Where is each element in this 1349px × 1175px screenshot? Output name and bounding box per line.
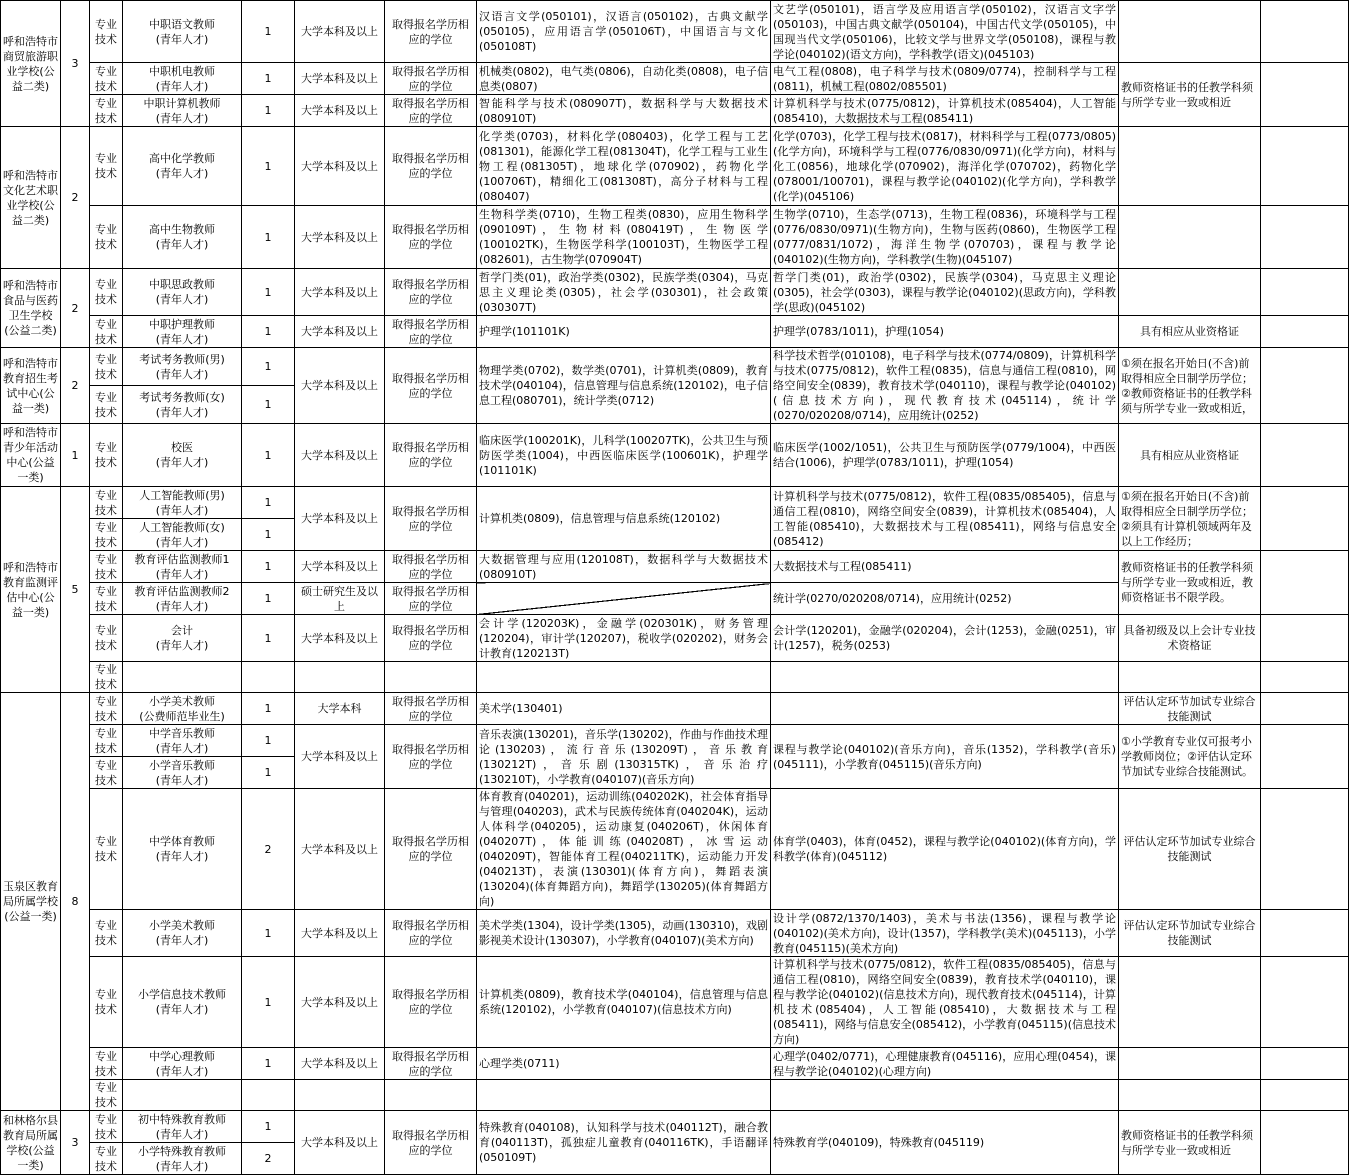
remarks-cell — [1261, 63, 1349, 127]
hiring-count: 1 — [242, 424, 295, 487]
hiring-count — [242, 1080, 295, 1111]
hiring-count: 1 — [242, 1, 295, 63]
degree-requirement: 取得报名学历相应的学位 — [385, 424, 477, 487]
position-title: 校医 — [171, 441, 193, 454]
other-requirements — [1119, 1048, 1261, 1080]
undergrad-majors: 计算机类(0809)，信息管理与信息系统(120102) — [477, 487, 771, 551]
position-name — [123, 1080, 242, 1111]
education-level: 大学本科及以上 — [295, 725, 385, 789]
unit-total-count: 8 — [61, 693, 90, 1111]
position-title: 教育评估监测教师1 — [134, 552, 230, 566]
position-name — [123, 551, 242, 583]
graduate-majors: 生物学(0710)，生态学(0713)，生物工程(0836)，环境科学与工程(0776/0830/0971)(生物方向)，生物与医药(0860)，生物医学工程(0777/0831/1072)，海洋生物学(070703)，课程与教学论(040102)(生物方向)，学科教学(生物)(045107) — [771, 206, 1119, 269]
undergrad-majors: 生物科学类(0710)，生物工程类(0830)，应用生物科学(090109T)，生物材料(080419T)，生物医学(100102TK)，生物医学科学(100103T)，生物医学工程(082601)，古生物学(070904T) — [477, 206, 771, 269]
position-title: 小学信息技术教师 — [138, 988, 226, 1001]
undergrad-majors: 物理学类(0702)，数学类(0701)，计算机类(0809)，教育技术学(040104)，信息管理与信息系统(120102)，电子信息工程(080701)，统计学类(0712) — [477, 348, 771, 424]
post-category: 专业技术 — [90, 269, 123, 316]
employer-unit: 呼和浩特市教育监测评估中心(公益一类) — [1, 487, 61, 693]
hiring-count: 1 — [242, 269, 295, 316]
hiring-count: 2 — [242, 789, 295, 910]
employer-unit: 呼和浩特市商贸旅游职业学校(公益二类) — [1, 1, 61, 127]
graduate-majors: 电气工程(0808)，电子科学与技术(0809/0774)，控制科学与工程(0811)，机械工程(0802/085501) — [771, 63, 1119, 95]
other-requirements: 评估认定环节加试专业综合技能测试 — [1119, 910, 1261, 957]
undergrad-majors: 音乐表演(130201)，音乐学(130202)，作曲与作曲技术理论(130203)，流行音乐(130209T)，音乐教育(130212T)，音乐剧(130315TK)，音乐治疗(130210T)，小学教育(040107)(音乐方向) — [477, 725, 771, 789]
table-row — [1, 1048, 1349, 1080]
remarks-cell — [1261, 487, 1349, 551]
position-name — [123, 63, 242, 95]
remarks-cell — [1261, 316, 1349, 348]
undergrad-majors: 大数据管理与应用(120108T)，数据科学与大数据技术(080910T) — [477, 551, 771, 583]
position-name — [123, 386, 242, 424]
position-title: 考试考务教师(男) — [139, 352, 225, 366]
degree-requirement: 取得报名学历相应的学位 — [385, 206, 477, 269]
position-title: 中职机电教师 — [149, 64, 215, 78]
remarks-cell — [1261, 693, 1349, 725]
degree-requirement — [385, 1080, 477, 1111]
graduate-majors: 心理学(0402/0771)，心理健康教育(045116)，应用心理(0454)，课程与教学论(040102)(心理方向) — [771, 1048, 1119, 1080]
post-category: 专业技术 — [90, 693, 123, 725]
education-level: 大学本科及以上 — [295, 789, 385, 910]
graduate-majors: 统计学(0270/020208/0714)，应用统计(0252) — [771, 583, 1119, 615]
education-level: 大学本科及以上 — [295, 127, 385, 206]
undergrad-majors — [477, 583, 771, 615]
position-name — [123, 127, 242, 206]
graduate-majors: 化学(0703)，化学工程与技术(0817)，材料科学与工程(0773/0805)(化学方向)，环境科学与工程(0776/0830/0971)(化学方向)，材料与化工(0856)，地球化学(070902)，海洋化学(070702)，药物化学(078001/100701)，课程与教学论(040102)(化学方向)，学科教学(化学)(045106) — [771, 127, 1119, 206]
degree-requirement: 取得报名学历相应的学位 — [385, 910, 477, 957]
position-subtitle: (青年人才) — [155, 32, 209, 46]
other-requirements: 教师资格证书的任教学科须与所学专业一致或相近 — [1119, 1111, 1261, 1175]
position-subtitle: (青年人才) — [155, 167, 209, 180]
position-name — [123, 910, 242, 957]
position-subtitle: (青年人才) — [155, 1159, 209, 1173]
table-row — [1, 1080, 1349, 1111]
position-subtitle: (青年人才) — [155, 456, 209, 469]
degree-requirement: 取得报名学历相应的学位 — [385, 63, 477, 95]
graduate-majors — [771, 693, 1119, 725]
graduate-majors: 护理学(0783/1011)，护理(1054) — [771, 316, 1119, 348]
undergrad-majors: 美术学(130401) — [477, 693, 771, 725]
remarks-cell — [1261, 957, 1349, 1048]
position-name — [123, 348, 242, 386]
other-requirements — [1119, 1080, 1261, 1111]
position-subtitle: (青年人才) — [155, 367, 209, 381]
education-level: 大学本科及以上 — [295, 63, 385, 95]
undergrad-majors — [477, 662, 771, 693]
unit-total-count: 3 — [61, 1, 90, 127]
post-category: 专业技术 — [90, 662, 123, 693]
hiring-count: 1 — [242, 348, 295, 386]
undergrad-majors: 计算机类(0809)，教育技术学(040104)，信息管理与信息系统(120102)，小学教育(040107)(信息技术方向) — [477, 957, 771, 1048]
post-category: 专业技术 — [90, 1048, 123, 1080]
unit-total-count: 3 — [61, 1111, 90, 1175]
position-subtitle: (青年人才) — [155, 773, 209, 787]
unit-total-count: 2 — [61, 269, 90, 348]
graduate-majors: 临床医学(1002/1051)，公共卫生与预防医学(0779/1004)，中西医结合(1006)，护理学(0783/1011)，护理(1054) — [771, 424, 1119, 487]
remarks-cell — [1261, 1080, 1349, 1111]
position-subtitle: (青年人才) — [155, 79, 209, 93]
remarks-cell — [1261, 206, 1349, 269]
position-name — [123, 316, 242, 348]
hiring-count: 1 — [242, 615, 295, 662]
education-level: 大学本科及以上 — [295, 1111, 385, 1175]
position-subtitle: (青年人才) — [155, 1003, 209, 1016]
table-row — [1, 316, 1349, 348]
other-requirements — [1119, 127, 1261, 206]
position-title: 小学美术教师 — [149, 694, 215, 708]
education-level: 大学本科及以上 — [295, 1048, 385, 1080]
degree-requirement: 取得报名学历相应的学位 — [385, 957, 477, 1048]
remarks-cell — [1261, 1, 1349, 63]
unit-total-count: 2 — [61, 348, 90, 424]
position-name — [123, 95, 242, 127]
other-requirements: 教师资格证书的任教学科须与所学专业一致或相近 — [1119, 63, 1261, 127]
graduate-majors: 设计学(0872/1370/1403)，美术与书法(1356)，课程与教学论(040102)(美术方向)，设计(1357)，学科教学(美术)(045113)，小学教育(045115)(美术方向) — [771, 910, 1119, 957]
position-title: 小学特殊教育教师 — [138, 1144, 226, 1158]
unit-total-count: 1 — [61, 424, 90, 487]
position-name — [123, 206, 242, 269]
position-title: 会计 — [171, 624, 193, 637]
degree-requirement: 取得报名学历相应的学位 — [385, 725, 477, 789]
remarks-cell — [1261, 662, 1349, 693]
position-title: 中学音乐教师 — [149, 726, 215, 740]
employer-unit: 呼和浩特市青少年活动中心(公益一类) — [1, 424, 61, 487]
other-requirements: 具有相应从业资格证 — [1119, 424, 1261, 487]
post-category: 专业技术 — [90, 583, 123, 615]
degree-requirement: 取得报名学历相应的学位 — [385, 127, 477, 206]
education-level: 大学本科及以上 — [295, 316, 385, 348]
position-name — [123, 1111, 242, 1143]
position-name — [123, 957, 242, 1048]
post-category: 专业技术 — [90, 789, 123, 910]
post-category: 专业技术 — [90, 1, 123, 63]
undergrad-majors: 特殊教育(040108)，认知科学与技术(040112T)，融合教育(040113T)，孤独症儿童教育(040116TK)，手语翻译(050109T) — [477, 1111, 771, 1175]
remarks-cell — [1261, 910, 1349, 957]
position-subtitle: (青年人才) — [155, 535, 209, 549]
graduate-majors: 哲学门类(01)，政治学(0302)，民族学(0304)，马克思主义理论(0305)，社会学(0303)，课程与教学论(040102)(思政方向)，学科教学(思政)(045102) — [771, 269, 1119, 316]
hiring-count: 1 — [242, 957, 295, 1048]
position-title: 中职语文教师 — [149, 17, 215, 31]
other-requirements: 评估认定环节加试专业综合技能测试 — [1119, 789, 1261, 910]
graduate-majors: 会计学(120201)，金融学(020204)，会计(1253)，金融(0251)，审计(1257)，税务(0253) — [771, 615, 1119, 662]
position-title: 人工智能教师(女) — [139, 520, 225, 534]
position-subtitle: (青年人才) — [155, 332, 209, 346]
position-name — [123, 424, 242, 487]
other-requirements — [1119, 957, 1261, 1048]
education-level: 大学本科及以上 — [295, 206, 385, 269]
hiring-count: 1 — [242, 757, 295, 789]
remarks-cell — [1261, 789, 1349, 910]
position-subtitle: (青年人才) — [155, 503, 209, 517]
hiring-count: 1 — [242, 583, 295, 615]
table-row — [1, 1111, 1349, 1143]
undergrad-majors: 会计学(120203K)，金融学(020301K)，财务管理(120204)，审计学(120207)，税收学(020202)，财务会计教育(120213T) — [477, 615, 771, 662]
education-level — [295, 1080, 385, 1111]
position-title: 人工智能教师(男) — [139, 488, 225, 502]
post-category: 专业技术 — [90, 1080, 123, 1111]
graduate-majors — [771, 1080, 1119, 1111]
other-requirements: ①须在报名开始日(不含)前取得相应全日制学历学位；②须具有计算机领域两年及以上工作经历； — [1119, 487, 1261, 551]
other-requirements: ①须在报名开始日(不含)前取得相应全日制学历学位；②教师资格证书的任教学科须与所学专业一致或相近， — [1119, 348, 1261, 424]
remarks-cell — [1261, 1048, 1349, 1080]
table-row — [1, 487, 1349, 519]
hiring-count: 1 — [242, 1111, 295, 1143]
degree-requirement — [385, 662, 477, 693]
post-category: 专业技术 — [90, 348, 123, 386]
remarks-cell — [1261, 269, 1349, 316]
education-level: 硕士研究生及以上 — [295, 583, 385, 615]
remarks-cell — [1261, 551, 1349, 615]
post-category: 专业技术 — [90, 206, 123, 269]
position-subtitle: (青年人才) — [155, 741, 209, 755]
undergrad-majors: 美术学类(1304)，设计学类(1305)，动画(130310)，戏剧影视美术设计(130307)，小学教育(040107)(美术方向) — [477, 910, 771, 957]
remarks-cell — [1261, 348, 1349, 424]
position-subtitle: (青年人才) — [155, 850, 209, 863]
other-requirements — [1119, 1, 1261, 63]
education-level — [295, 662, 385, 693]
education-level: 大学本科及以上 — [295, 551, 385, 583]
undergrad-majors: 智能科学与技术(080907T)，数据科学与大数据技术(080910T) — [477, 95, 771, 127]
undergrad-majors: 哲学门类(01)，政治学类(0302)，民族学类(0304)，马克思主义理论类(0305)，社会学(030301)，社会政策(030307T) — [477, 269, 771, 316]
post-category: 专业技术 — [90, 95, 123, 127]
remarks-cell — [1261, 424, 1349, 487]
position-subtitle: (青年人才) — [155, 293, 209, 306]
position-subtitle: (青年人才) — [155, 111, 209, 125]
undergrad-majors: 心理学类(0711) — [477, 1048, 771, 1080]
position-name — [123, 725, 242, 757]
education-level: 大学本科及以上 — [295, 424, 385, 487]
table-row — [1, 348, 1349, 386]
table-row — [1, 789, 1349, 910]
degree-requirement: 取得报名学历相应的学位 — [385, 1, 477, 63]
post-category: 专业技术 — [90, 424, 123, 487]
education-level: 大学本科及以上 — [295, 487, 385, 551]
position-subtitle: (青年人才) — [155, 405, 209, 419]
post-category: 专业技术 — [90, 1111, 123, 1143]
undergrad-majors: 机械类(0802)，电气类(0806)，自动化类(0808)，电子信息类(0807) — [477, 63, 771, 95]
position-subtitle: (青年人才) — [155, 238, 209, 251]
remarks-cell — [1261, 127, 1349, 206]
other-requirements: 具备初级及以上会计专业技术资格证 — [1119, 615, 1261, 662]
position-name — [123, 789, 242, 910]
position-title: 高中化学教师 — [149, 152, 215, 165]
degree-requirement: 取得报名学历相应的学位 — [385, 615, 477, 662]
hiring-count: 1 — [242, 316, 295, 348]
graduate-majors: 体育学(0403)，体育(0452)，课程与教学论(040102)(体育方向)，学科教学(体育)(045112) — [771, 789, 1119, 910]
hiring-count — [242, 662, 295, 693]
education-level: 大学本科及以上 — [295, 957, 385, 1048]
employer-unit: 呼和浩特市教育招生考试中心(公益一类) — [1, 348, 61, 424]
position-name — [123, 1048, 242, 1080]
degree-requirement: 取得报名学历相应的学位 — [385, 693, 477, 725]
hiring-count: 2 — [242, 1143, 295, 1175]
hiring-count: 1 — [242, 1048, 295, 1080]
education-level: 大学本科 — [295, 693, 385, 725]
degree-requirement: 取得报名学历相应的学位 — [385, 1111, 477, 1175]
position-name — [123, 1, 242, 63]
position-name — [123, 615, 242, 662]
position-name — [123, 269, 242, 316]
hiring-count: 1 — [242, 519, 295, 551]
education-level: 大学本科及以上 — [295, 615, 385, 662]
post-category: 专业技术 — [90, 519, 123, 551]
hiring-count: 1 — [242, 910, 295, 957]
degree-requirement: 取得报名学历相应的学位 — [385, 269, 477, 316]
position-subtitle: (青年人才) — [155, 599, 209, 613]
education-level: 大学本科及以上 — [295, 348, 385, 424]
graduate-majors: 文艺学(050101)，语言学及应用语言学(050102)，汉语言文字学(050103)，中国古典文献学(050104)，中国古代文学(050105)，中国现当代文学(050106)，比较文学与世界文学(050108)，课程与教学论(040102)(语文方向)，学科教学(语文)(045103) — [771, 1, 1119, 63]
post-category: 专业技术 — [90, 487, 123, 519]
position-subtitle: (青年人才) — [155, 1064, 209, 1078]
remarks-cell — [1261, 615, 1349, 662]
hiring-count: 1 — [242, 386, 295, 424]
other-requirements: 评估认定环节加试专业综合技能测试 — [1119, 693, 1261, 725]
employer-unit: 呼和浩特市食品与医药卫生学校(公益二类) — [1, 269, 61, 348]
position-name — [123, 519, 242, 551]
remarks-cell — [1261, 725, 1349, 789]
position-subtitle: (青年人才) — [155, 934, 209, 947]
unit-total-count: 5 — [61, 487, 90, 693]
employer-unit: 呼和浩特市文化艺术职业学校(公益二类) — [1, 127, 61, 269]
table-row — [1, 206, 1349, 269]
education-level: 大学本科及以上 — [295, 95, 385, 127]
position-title: 小学美术教师 — [149, 919, 215, 932]
position-name — [123, 583, 242, 615]
position-subtitle: (青年人才) — [155, 639, 209, 652]
position-name — [123, 1143, 242, 1175]
hiring-count: 1 — [242, 551, 295, 583]
post-category: 专业技术 — [90, 725, 123, 757]
position-title: 中学体育教师 — [149, 835, 215, 848]
table-row — [1, 957, 1349, 1048]
post-category: 专业技术 — [90, 757, 123, 789]
other-requirements: ①小学教育专业仅可报考小学教师岗位；②评估认定环节加试专业综合技能测试。 — [1119, 725, 1261, 789]
undergrad-majors: 化学类(0703)，材料化学(080403)，化学工程与工艺(081301)，能源化学工程(081304T)，化学工程与工业生物工程(081305T)，地球化学(070902)，药物化学(100706T)，精细化工(081308T)，高分子材料与工程(080407) — [477, 127, 771, 206]
position-title: 中学心理教师 — [149, 1049, 215, 1063]
unit-total-count: 2 — [61, 127, 90, 269]
table-row — [1, 693, 1349, 725]
degree-requirement: 取得报名学历相应的学位 — [385, 487, 477, 551]
table-row — [1, 63, 1349, 95]
position-title: 初中特殊教育教师 — [138, 1112, 226, 1126]
position-title: 小学音乐教师 — [149, 758, 215, 772]
position-name — [123, 662, 242, 693]
hiring-count: 1 — [242, 487, 295, 519]
degree-requirement: 取得报名学历相应的学位 — [385, 348, 477, 424]
table-row — [1, 662, 1349, 693]
education-level: 大学本科及以上 — [295, 269, 385, 316]
post-category: 专业技术 — [90, 910, 123, 957]
position-name — [123, 487, 242, 519]
post-category: 专业技术 — [90, 551, 123, 583]
table-row — [1, 127, 1349, 206]
hiring-count: 1 — [242, 206, 295, 269]
position-name — [123, 693, 242, 725]
hiring-count: 1 — [242, 693, 295, 725]
graduate-majors: 特殊教育学(040109)，特殊教育(045119) — [771, 1111, 1119, 1175]
degree-requirement: 取得报名学历相应的学位 — [385, 551, 477, 583]
table-row — [1, 424, 1349, 487]
table-row — [1, 725, 1349, 757]
post-category: 专业技术 — [90, 63, 123, 95]
degree-requirement: 取得报名学历相应的学位 — [385, 789, 477, 910]
post-category: 专业技术 — [90, 1143, 123, 1175]
post-category: 专业技术 — [90, 386, 123, 424]
position-subtitle: (青年人才) — [155, 1127, 209, 1141]
post-category: 专业技术 — [90, 957, 123, 1048]
graduate-majors: 课程与教学论(040102)(音乐方向)，音乐(1352)，学科教学(音乐)(045111)，小学教育(045115)(音乐方向) — [771, 725, 1119, 789]
degree-requirement: 取得报名学历相应的学位 — [385, 95, 477, 127]
graduate-majors: 计算机科学与技术(0775/0812)，计算机技术(085404)，人工智能(085410)，大数据技术与工程(085411) — [771, 95, 1119, 127]
graduate-majors: 科学技术哲学(010108)，电子科学与技术(0774/0809)，计算机科学与技术(0775/0812)，软件工程(0835)，信息与通信工程(0810)，网络空间安全(0839)，教育技术学(040110)，课程与教学论(040102)(信息技术方向)，现代教育技术(045114)，统计学(0270/020208/0714)，应用统计(0252) — [771, 348, 1119, 424]
undergrad-majors: 临床医学(100201K)，儿科学(100207TK)，公共卫生与预防医学类(1004)，中西医临床医学(100601K)，护理学(101101K) — [477, 424, 771, 487]
undergrad-majors: 汉语言文学(050101)，汉语言(050102)，古典文献学(050105)，应用语言学(050106T)，中国语言与文化(050108T) — [477, 1, 771, 63]
degree-requirement: 取得报名学历相应的学位 — [385, 583, 477, 615]
undergrad-majors — [477, 1080, 771, 1111]
other-requirements — [1119, 206, 1261, 269]
graduate-majors — [771, 662, 1119, 693]
employer-unit: 玉泉区教育局所属学校(公益一类) — [1, 693, 61, 1111]
degree-requirement: 取得报名学历相应的学位 — [385, 1048, 477, 1080]
table-row — [1, 910, 1349, 957]
employer-unit: 和林格尔县教育局所属学校(公益一类) — [1, 1111, 61, 1175]
hiring-count: 1 — [242, 95, 295, 127]
position-name — [123, 757, 242, 789]
graduate-majors: 计算机科学与技术(0775/0812)，软件工程(0835/085405)，信息与通信工程(0810)，网络空间安全(0839)，计算机技术(085404)，人工智能(085410)，大数据技术与工程(085411)，网络与信息安全(085412) — [771, 487, 1119, 551]
undergrad-majors: 体育教育(040201)，运动训练(040202K)，社会体育指导与管理(040203)，武术与民族传统体育(040204K)，运动人体科学(040205)，运动康复(040206T)，休闲体育(040207T)，体能训练(040208T)，冰雪运动(040209T)，智能体育工程(040211TK)，运动能力开发(040213T)，表演(130301)(体育方向)，舞蹈表演(130204)(体育舞蹈方向)，舞蹈学(130205)(体育舞蹈方向) — [477, 789, 771, 910]
position-subtitle: (公费师范毕业生) — [139, 709, 225, 723]
hiring-count: 1 — [242, 127, 295, 206]
position-subtitle: (青年人才) — [155, 567, 209, 581]
other-requirements: 具有相应从业资格证 — [1119, 316, 1261, 348]
position-title: 中职思政教师 — [149, 278, 215, 291]
hiring-count: 1 — [242, 63, 295, 95]
education-level: 大学本科及以上 — [295, 1, 385, 63]
other-requirements — [1119, 662, 1261, 693]
post-category: 专业技术 — [90, 316, 123, 348]
position-title: 考试考务教师(女) — [139, 390, 225, 404]
other-requirements — [1119, 269, 1261, 316]
remarks-cell — [1261, 1111, 1349, 1175]
graduate-majors: 大数据技术与工程(085411) — [771, 551, 1119, 583]
undergrad-majors: 护理学(101101K) — [477, 316, 771, 348]
table-row — [1, 1, 1349, 63]
graduate-majors: 计算机科学与技术(0775/0812)，软件工程(0835/085405)，信息与通信工程(0810)，网络空间安全(0839)，教育技术学(040110)，课程与教学论(040102)(信息技术方向)，现代教育技术(045114)，计算机技术(085404)，人工智能(085410)，大数据技术与工程(085411)，网络与信息安全(085412)，小学教育(045115)(信息技术方向) — [771, 957, 1119, 1048]
table-row — [1, 615, 1349, 662]
education-level: 大学本科及以上 — [295, 910, 385, 957]
degree-requirement: 取得报名学历相应的学位 — [385, 316, 477, 348]
position-title: 中职护理教师 — [149, 317, 215, 331]
table-row — [1, 269, 1349, 316]
other-requirements: 教师资格证书的任教学科须与所学专业一致或相近，教师资格证书不限学段。 — [1119, 551, 1261, 615]
hiring-count: 1 — [242, 725, 295, 757]
position-title: 中职计算机教师 — [143, 96, 221, 110]
position-title: 教育评估监测教师2 — [134, 584, 230, 598]
table-row — [1, 551, 1349, 583]
post-category: 专业技术 — [90, 127, 123, 206]
position-title: 高中生物教师 — [149, 223, 215, 236]
post-category: 专业技术 — [90, 615, 123, 662]
